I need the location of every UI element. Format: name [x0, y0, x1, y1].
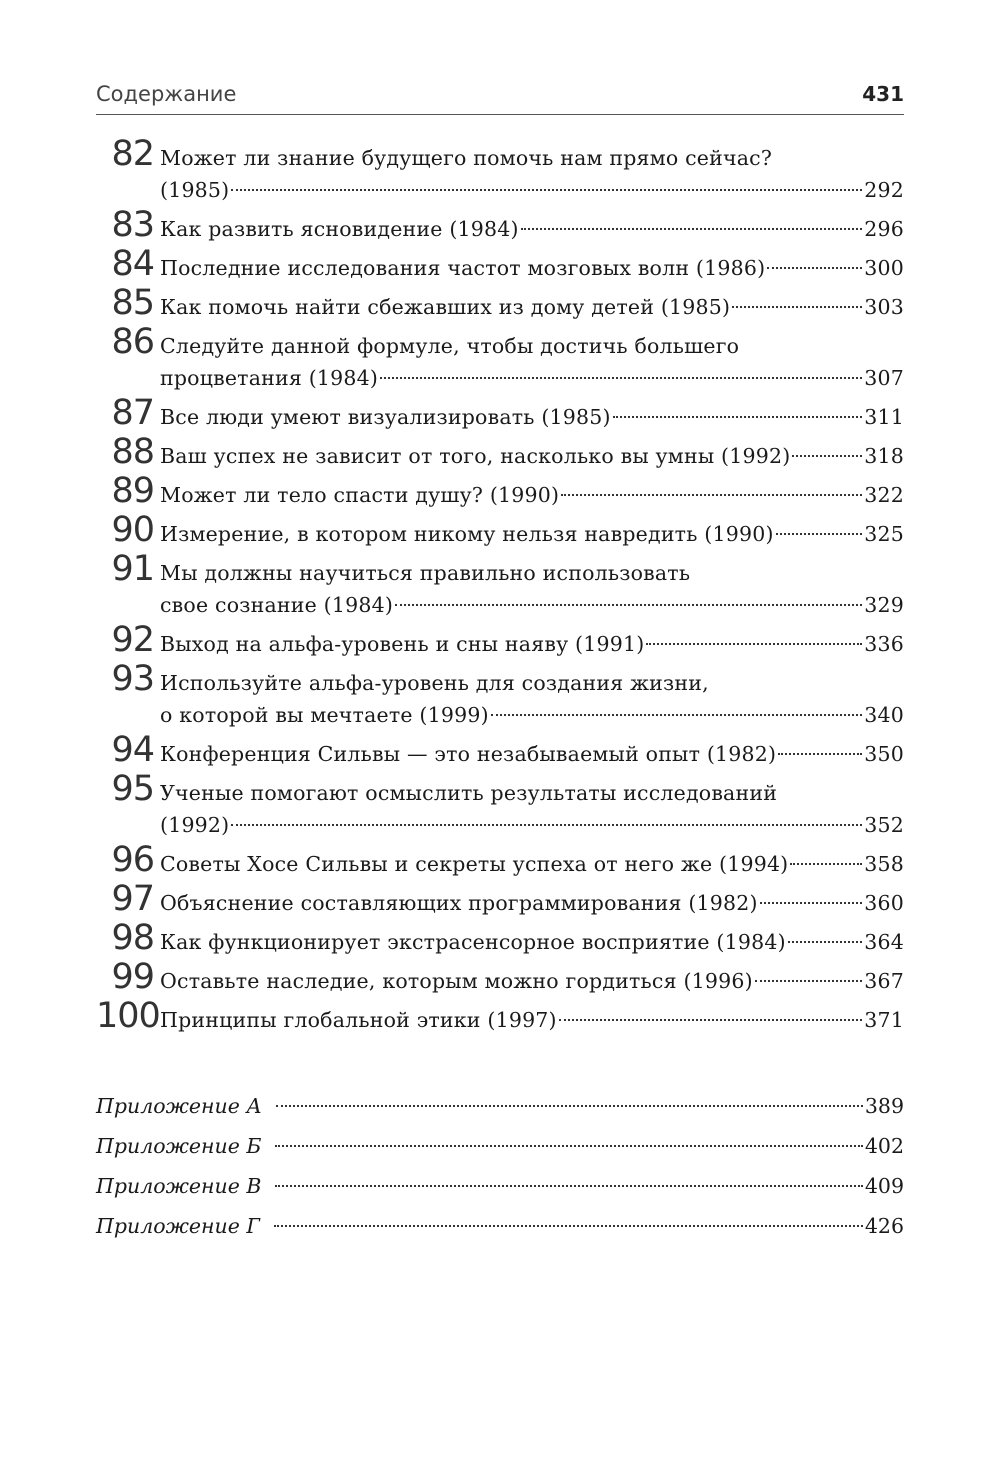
toc-entry[interactable] [96, 471, 904, 511]
toc-entry[interactable] [96, 957, 904, 997]
chapter-title-line [160, 667, 904, 699]
toc-entry[interactable] [96, 393, 904, 433]
dot-leader [732, 306, 862, 308]
entry-page-number: 340 [864, 703, 904, 727]
chapter-title-text: свое сознание (1984) [160, 593, 394, 617]
dot-leader [790, 863, 862, 865]
chapter-title-text: Следуйте данной формуле, чтобы достичь большего [160, 334, 740, 358]
appendix-entry[interactable] [96, 1134, 904, 1174]
toc-entry[interactable] [96, 840, 904, 880]
appendix-label: Приложение В [96, 1174, 262, 1198]
chapter-title-text: Как помочь найти сбежавших из дому детей (1985) [160, 295, 731, 319]
toc-entry[interactable] [96, 205, 904, 245]
dot-leader [491, 714, 862, 716]
toc-entry[interactable] [96, 549, 904, 621]
entry-page-number: 318 [864, 444, 904, 468]
appendix-label: Приложение Г [96, 1214, 260, 1238]
entry-page-number: 292 [864, 178, 904, 202]
chapter-title-line [160, 401, 904, 433]
chapter-title-line [160, 628, 904, 660]
chapter-title-line [160, 738, 904, 770]
chapter-number: 100 [96, 996, 160, 1036]
chapter-title-line [160, 174, 904, 206]
toc-entry[interactable] [96, 283, 904, 323]
page-number: 431 [862, 82, 904, 106]
appendix-page-number: 402 [864, 1134, 904, 1158]
chapter-title-text: Объяснение составляющих программирования (1982) [160, 891, 758, 915]
dot-leader [395, 604, 862, 606]
chapter-title-text: Может ли знание будущего помочь нам прямо сейчас? [160, 146, 773, 170]
appendix-list [96, 1094, 904, 1254]
chapter-number: 90 [111, 510, 154, 550]
chapter-title-line [160, 848, 904, 880]
chapter-number: 94 [111, 730, 154, 770]
toc-entry[interactable] [96, 769, 904, 841]
entry-page-number: 352 [864, 813, 904, 837]
dot-leader [776, 533, 863, 535]
toc-entry[interactable] [96, 730, 904, 770]
toc-entry[interactable] [96, 244, 904, 284]
chapter-number: 95 [111, 769, 154, 809]
entry-page-number: 358 [864, 852, 904, 876]
chapter-number: 91 [111, 549, 154, 589]
chapter-title-line [160, 142, 904, 174]
chapter-title-text: (1985) [160, 178, 230, 202]
chapter-number: 98 [111, 918, 154, 958]
chapter-number: 99 [111, 957, 154, 997]
toc-entry[interactable] [96, 134, 904, 206]
chapter-number: 82 [111, 134, 154, 174]
chapter-title-line [160, 589, 904, 621]
chapter-title-text: Все люди умеют визуализировать (1985) [160, 405, 611, 429]
chapter-title-line [160, 362, 904, 394]
running-header [96, 82, 904, 115]
chapter-title-text: Принципы глобальной этики (1997) [160, 1008, 557, 1032]
chapter-number: 85 [111, 283, 154, 323]
entry-page-number: 325 [864, 522, 904, 546]
appendix-entry[interactable] [96, 1094, 904, 1134]
entry-page-number: 367 [864, 969, 904, 993]
entry-page-number: 303 [864, 295, 904, 319]
chapter-title-text: Используйте альфа-уровень для создания жизни, [160, 671, 709, 695]
dot-leader [760, 902, 863, 904]
appendix-entry[interactable] [96, 1174, 904, 1214]
chapter-title-text: Оставьте наследие, которым можно гордиться (1996) [160, 969, 753, 993]
appendix-page-number: 426 [864, 1214, 904, 1238]
chapter-title-line [160, 518, 904, 550]
dot-leader [559, 1019, 863, 1021]
appendix-label: Приложение Б [96, 1134, 262, 1158]
chapter-title-line [160, 330, 904, 362]
toc-entry[interactable] [96, 996, 904, 1036]
chapter-title-text: Мы должны научиться правильно использовать [160, 561, 691, 585]
chapter-number: 97 [111, 879, 154, 919]
chapter-title-text: процветания (1984) [160, 366, 379, 390]
chapter-title-text: Выход на альфа-уровень и сны наяву (1991) [160, 632, 645, 656]
chapter-number: 87 [111, 393, 154, 433]
chapter-title-line [160, 965, 904, 997]
entry-page-number: 329 [864, 593, 904, 617]
chapter-number: 84 [111, 244, 154, 284]
entry-page-number: 364 [864, 930, 904, 954]
toc-entry[interactable] [96, 620, 904, 660]
chapter-title-text: Как функционирует экстрасенсорное восприятие (1984) [160, 930, 786, 954]
entry-page-number: 350 [864, 742, 904, 766]
dot-leader [778, 753, 862, 755]
appendix-page-number: 409 [864, 1174, 904, 1198]
chapter-title-text: Конференция Сильвы — это незабываемый опыт (1982) [160, 742, 777, 766]
chapter-title-text: о которой вы мечтаете (1999) [160, 703, 489, 727]
dot-leader [613, 416, 863, 418]
chapter-title-line [160, 252, 904, 284]
entry-page-number: 336 [864, 632, 904, 656]
entry-page-number: 311 [864, 405, 904, 429]
chapter-title-line [160, 1004, 904, 1036]
toc-entry[interactable] [96, 322, 904, 394]
chapter-title-text: Как развить ясновидение (1984) [160, 217, 519, 241]
dot-leader [755, 980, 862, 982]
toc-entry[interactable] [96, 510, 904, 550]
chapter-title-line [160, 557, 904, 589]
section-title: Содержание [96, 82, 237, 106]
chapter-number: 93 [111, 659, 154, 699]
appendix-entry[interactable] [96, 1214, 904, 1254]
toc-entry[interactable] [96, 659, 904, 731]
chapter-number: 83 [111, 205, 154, 245]
chapter-number: 86 [111, 322, 154, 362]
chapter-number: 92 [111, 620, 154, 660]
table-of-contents [96, 134, 904, 1043]
chapter-title-line [160, 291, 904, 323]
chapter-title-text: (1992) [160, 813, 230, 837]
toc-entry[interactable] [96, 918, 904, 958]
appendix-page-number: 389 [864, 1094, 904, 1118]
chapter-title-line [160, 887, 904, 919]
entry-page-number: 307 [864, 366, 904, 390]
chapter-title-line [160, 777, 904, 809]
chapter-title-line [160, 213, 904, 245]
chapter-title-line [160, 926, 904, 958]
chapter-title-line [160, 699, 904, 731]
dot-leader [276, 1105, 863, 1107]
chapter-title-line [160, 440, 904, 472]
chapter-title-line [160, 479, 904, 511]
dot-leader [275, 1145, 862, 1147]
dot-leader [561, 494, 862, 496]
entry-page-number: 371 [864, 1008, 904, 1032]
dot-leader [275, 1185, 862, 1187]
dot-leader [521, 228, 863, 230]
chapter-number: 88 [111, 432, 154, 472]
dot-leader [646, 643, 862, 645]
appendix-label: Приложение А [96, 1094, 262, 1118]
toc-entry[interactable] [96, 879, 904, 919]
entry-page-number: 360 [864, 891, 904, 915]
toc-entry[interactable] [96, 432, 904, 472]
chapter-number: 89 [111, 471, 154, 511]
dot-leader [792, 455, 862, 457]
dot-leader [380, 377, 862, 379]
chapter-title-text: Советы Хосе Сильвы и секреты успеха от него же (1994) [160, 852, 789, 876]
dot-leader [274, 1225, 863, 1227]
dot-leader [767, 267, 862, 269]
chapter-title-text: Может ли тело спасти душу? (1990) [160, 483, 560, 507]
chapter-title-text: Ученые помогают осмыслить результаты исследований [160, 781, 778, 805]
dot-leader [788, 941, 862, 943]
dot-leader [231, 824, 862, 826]
chapter-title-text: Измерение, в котором никому нельзя навредить (1990) [160, 522, 774, 546]
chapter-title-text: Последние исследования частот мозговых волн (1986) [160, 256, 766, 280]
entry-page-number: 322 [864, 483, 904, 507]
entry-page-number: 300 [864, 256, 904, 280]
chapter-title-text: Ваш успех не зависит от того, насколько вы умны (1992) [160, 444, 791, 468]
chapter-number: 96 [111, 840, 154, 880]
chapter-title-line [160, 809, 904, 841]
dot-leader [231, 189, 862, 191]
entry-page-number: 296 [864, 217, 904, 241]
